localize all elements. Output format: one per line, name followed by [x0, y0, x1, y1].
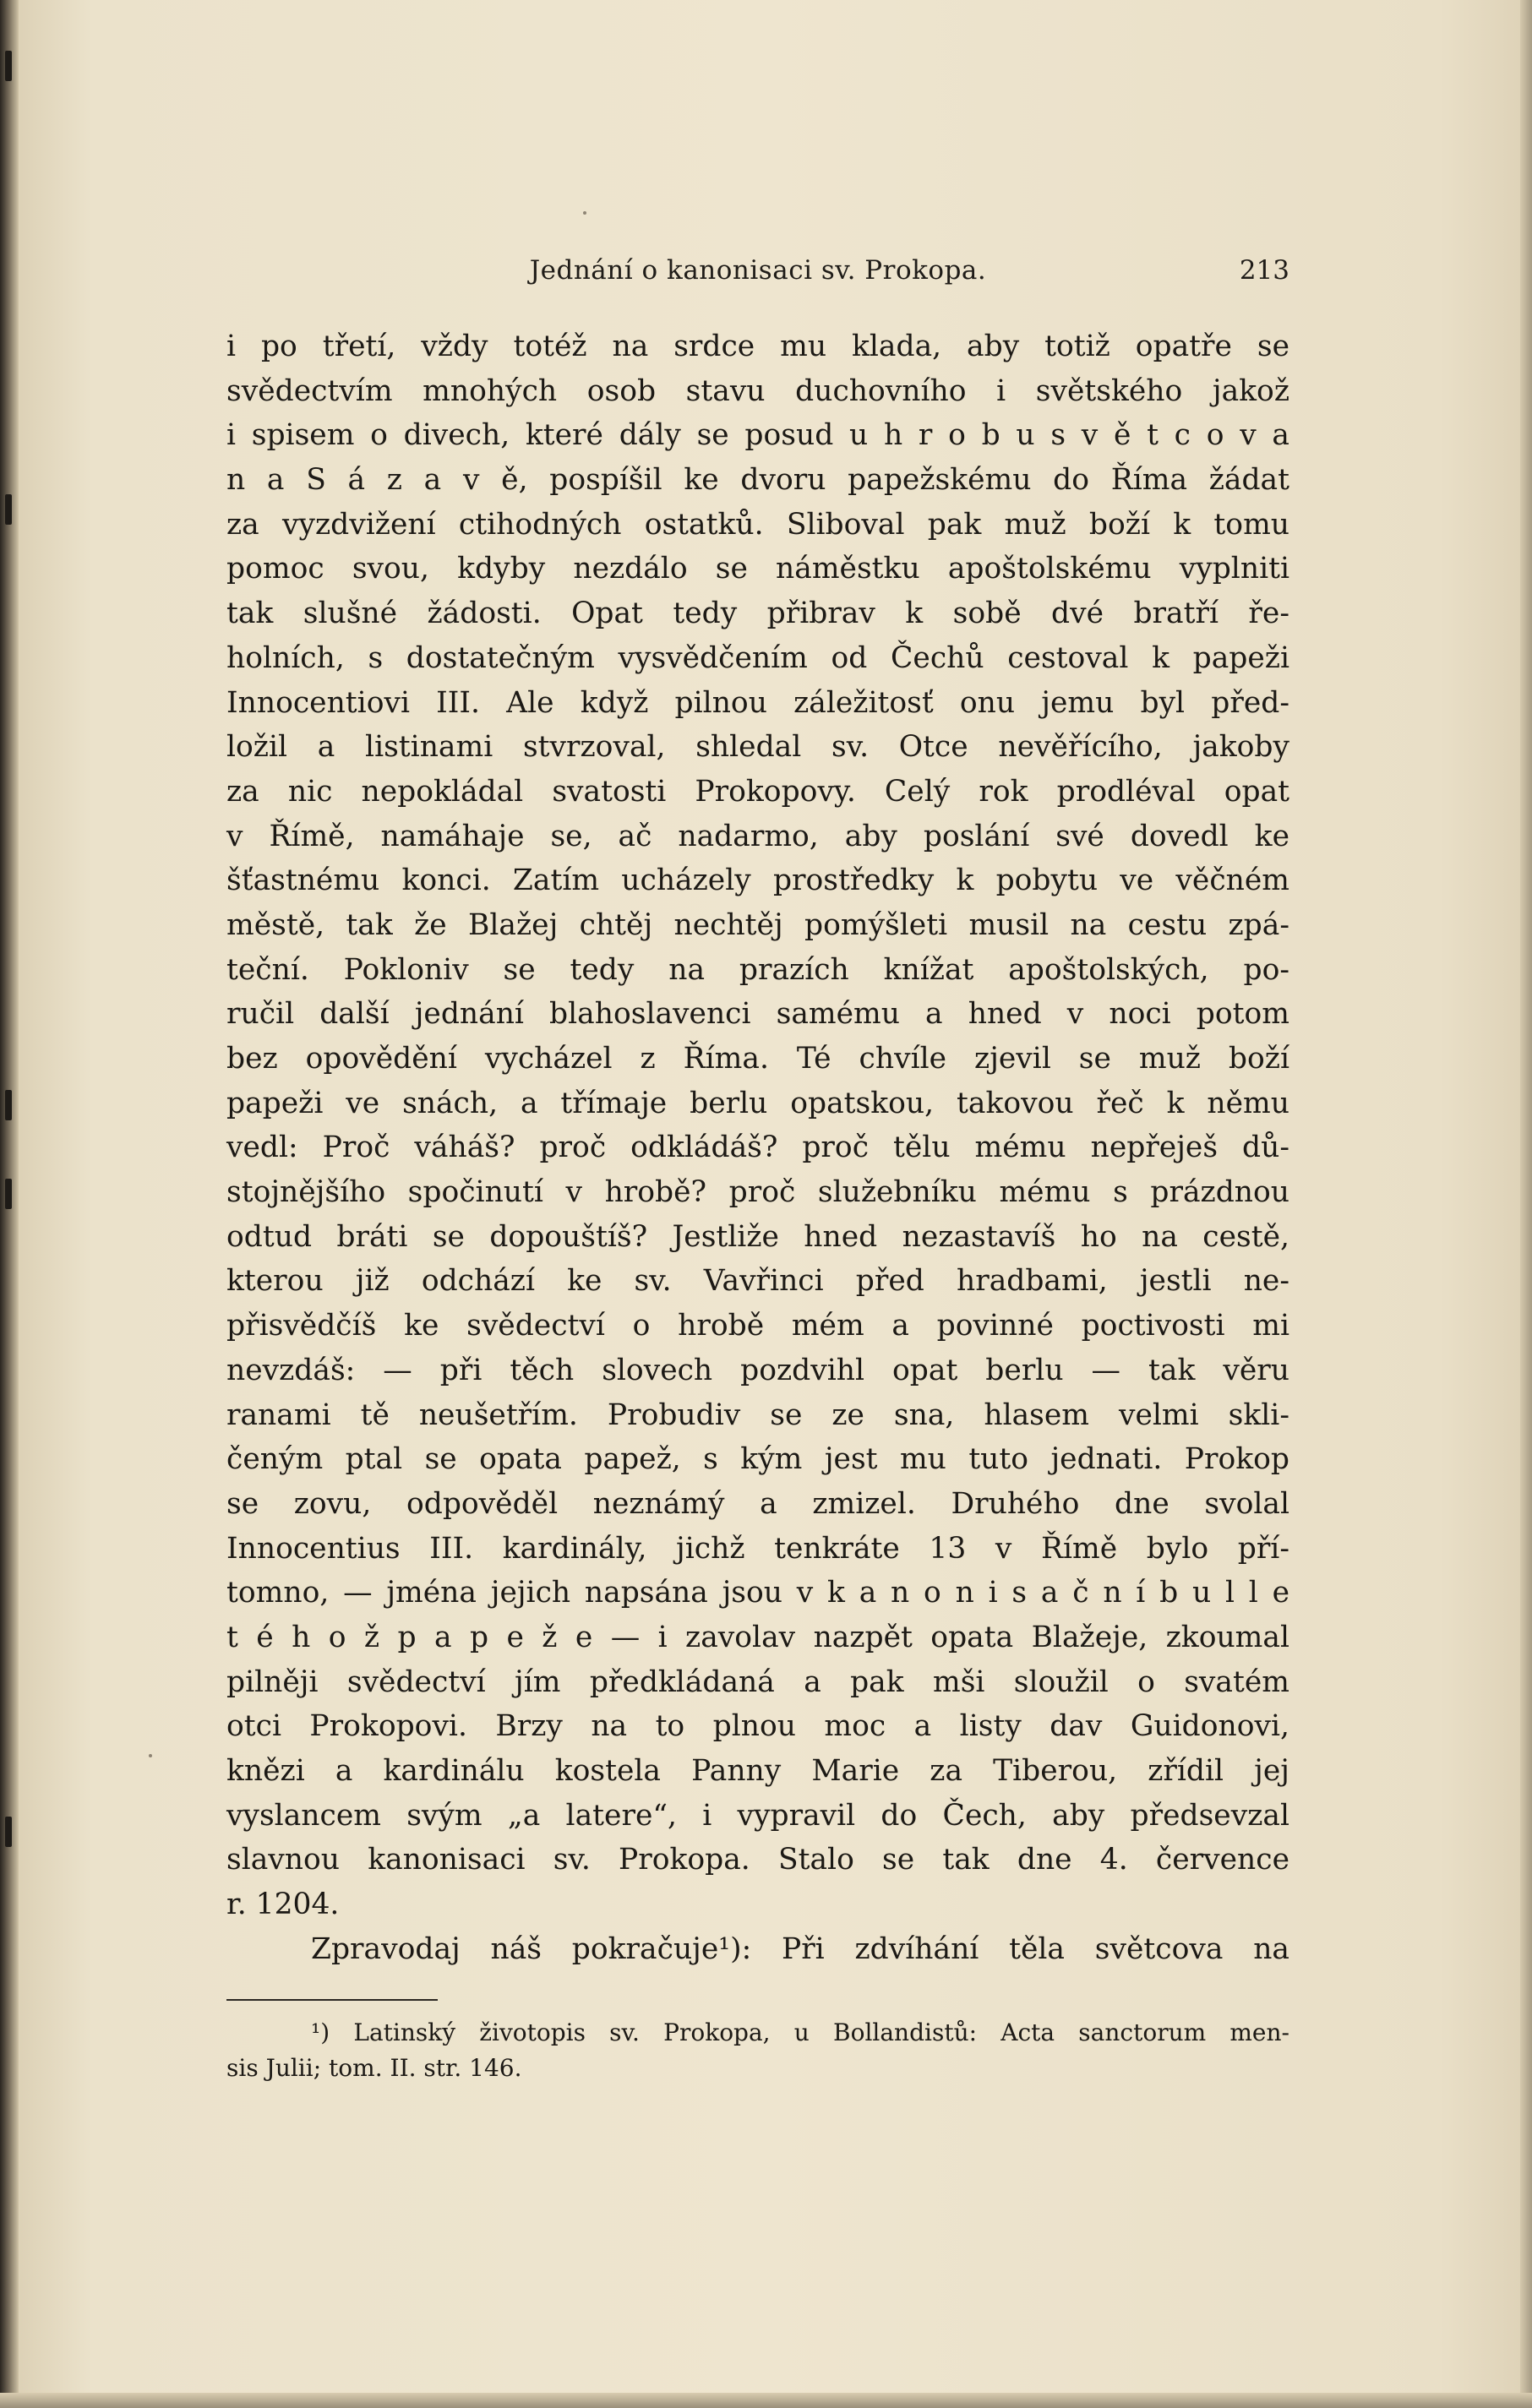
footnote-line: sis Julii; tom. II. str. 146.: [226, 2054, 522, 2082]
page-number: 213: [1239, 255, 1289, 286]
text-line: přisvědčíš ke svědectví o hrobě mém a povinné poctivosti mi: [226, 1309, 1289, 1343]
text-line: kterou již odchází ke sv. Vavřinci před hradbami, jestli ne-: [226, 1264, 1289, 1299]
text-line: pomoc svou, kdyby nezdálo se náměstku apoštolskému vyplniti: [226, 552, 1289, 586]
running-header: [226, 255, 1289, 292]
text-line: čeným ptal se opata papež, s kým jest mu tuto jednati. Prokop: [226, 1442, 1289, 1477]
text-line: slavnou kanonisaci sv. Prokopa. Stalo se tak dne 4. července: [226, 1843, 1289, 1877]
footnote-line: ¹) Latinský životopis sv. Prokopa, u Bollandistů: Acta sanctorum men-: [311, 2018, 1289, 2046]
text-line: vyslancem svým „a latere“, i vypravil do Čech, aby předsevzal: [226, 1798, 1289, 1833]
body-text: [226, 324, 1289, 1971]
text-line: se zovu, odpověděl neznámý a zmizel. Druhého dne svolal: [226, 1486, 1289, 1521]
text-line: otci Prokopovi. Brzy na to plnou moc a listy dav Guidonovi,: [226, 1709, 1289, 1744]
header-title: Jednání o kanonisaci sv. Prokopa.: [529, 255, 987, 286]
text-line: ručil další jednání blahoslavenci samému a hned v noci potom: [226, 997, 1289, 1032]
text-line: Zpravodaj náš pokračuje¹): Při zdvíhání těla světcova na: [311, 1931, 1289, 1966]
binding-mark: [5, 494, 12, 525]
text-line: i spisem o divech, které dály se posud u h r o b u s v ě t c o v a: [226, 418, 1289, 453]
text-line: za vyzdvižení ctihodných ostatků. Sliboval pak muž boží k tomu: [226, 507, 1289, 542]
binding-mark: [5, 51, 12, 81]
text-line: t é h o ž p a p e ž e — i zavolav nazpět opata Blažeje, zkoumal: [226, 1620, 1289, 1654]
page-bottom-edge: [0, 2393, 1532, 2408]
text-line: teční. Pokloniv se tedy na prazích knížat apoštolských, po-: [226, 952, 1289, 987]
page-right-edge: [1520, 0, 1532, 2408]
paper-speck: [149, 1754, 152, 1757]
binding-mark: [5, 1090, 12, 1120]
text-line: holních, s dostatečným vysvědčením od Čechů cestoval k papeži: [226, 640, 1289, 675]
paper-speck: [583, 211, 586, 215]
text-line: ranami tě neušetřím. Probudiv se ze sna, hlasem velmi skli-: [226, 1397, 1289, 1432]
text-line: šťastnému konci. Zatím ucházely prostředky k pobytu ve věčném: [226, 864, 1289, 898]
text-line: v Římě, namáhaje se, ač nadarmo, aby poslání své dovedl ke: [226, 819, 1289, 853]
footnote: [226, 2015, 1289, 2086]
text-line: Innocentiovi III. Ale když pilnou záležitosť onu jemu byl před-: [226, 685, 1289, 720]
text-line: papeži ve snách, a třímaje berlu opatskou, takovou řeč k němu: [226, 1086, 1289, 1120]
text-line: Innocentius III. kardinály, jichž tenkráte 13 v Římě bylo pří-: [226, 1531, 1289, 1566]
text-line: vedl: Proč váháš? proč odkládáš? proč tělu mému nepřeješ dů-: [226, 1130, 1289, 1165]
text-line: za nic nepokládal svatosti Prokopovy. Celý rok prodléval opat: [226, 774, 1289, 809]
footnote-divider: [226, 1999, 438, 2001]
text-line: knězi a kardinálu kostela Panny Marie za Tiberou, zřídil jej: [226, 1754, 1289, 1788]
text-line: stojnějšího spočinutí v hrobě? proč služebníku mému s prázdnou: [226, 1175, 1289, 1210]
binding-mark: [5, 1179, 12, 1209]
text-line: svědectvím mnohých osob stavu duchovního i světského jakož: [226, 373, 1289, 408]
text-line: odtud bráti se dopouštíš? Jestliže hned nezastavíš ho na cestě,: [226, 1219, 1289, 1254]
text-line: nevzdáš: — při těch slovech pozdvihl opat berlu — tak věru: [226, 1353, 1289, 1387]
text-line: n a S á z a v ě, pospíšil ke dvoru papežskému do Říma žádat: [226, 463, 1289, 498]
text-line: ložil a listinami stvrzoval, shledal sv. Otce nevěřícího, jakoby: [226, 730, 1289, 765]
binding-mark: [5, 1817, 12, 1847]
text-line: bez opovědění vycházel z Říma. Té chvíle zjevil se muž boží: [226, 1042, 1289, 1076]
text-line: tak slušné žádosti. Opat tedy přibrav k sobě dvé bratří ře-: [226, 597, 1289, 631]
text-line: i po třetí, vždy totéž na srdce mu klada, aby totiž opatře se: [226, 330, 1289, 363]
text-line: r. 1204.: [226, 1888, 340, 1922]
text-line: městě, tak že Blažej chtěj nechtěj pomýšleti musil na cestu zpá-: [226, 907, 1289, 942]
text-line: pilněji svědectví jím předkládaná a pak mši sloužil o svatém: [226, 1664, 1289, 1699]
text-line: tomno, — jména jejich napsána jsou v k a n o n i s a č n í b u l l e: [226, 1576, 1289, 1610]
